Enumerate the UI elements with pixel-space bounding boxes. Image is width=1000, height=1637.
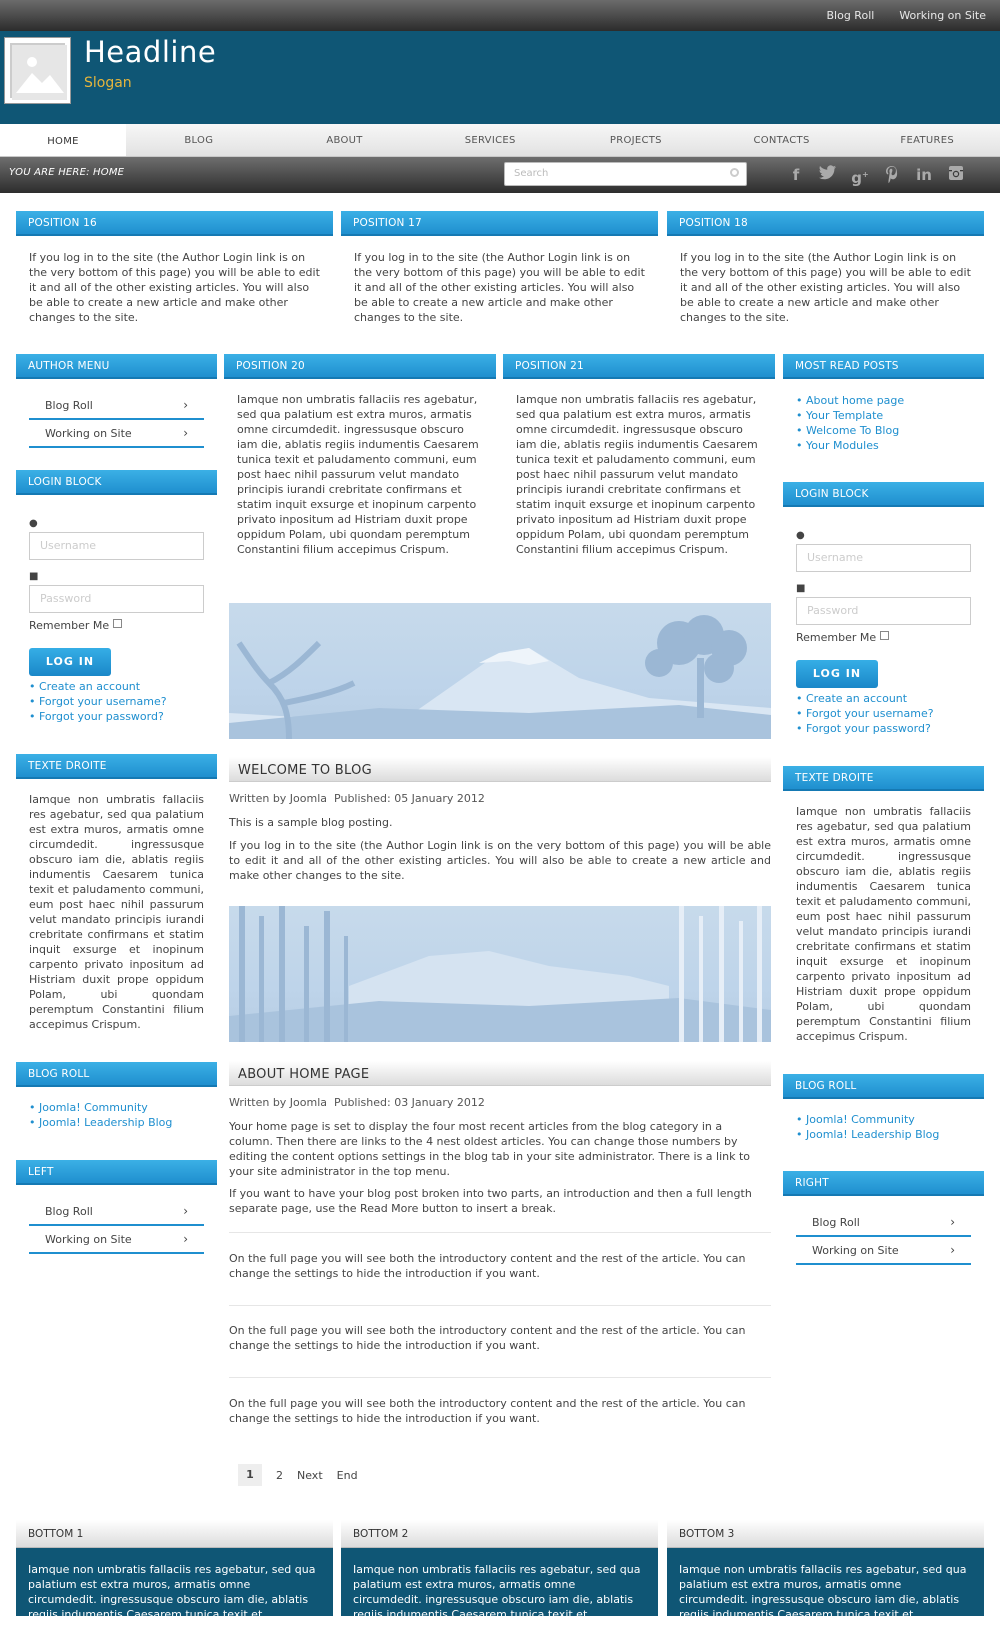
separator — [229, 1377, 771, 1378]
login-links — [29, 679, 204, 724]
blog-roll-list-left — [29, 1100, 209, 1130]
remember-me-checkbox[interactable] — [880, 631, 889, 640]
nav-item-blog[interactable]: BLOG — [184, 135, 214, 146]
position-20-text: Iamque non umbratis fallaciis res agebatur, sed qua palatium est extra muros, armatis omne circumdedit. ingressusque obscuro iam die, ablatis regiis indumentis Caesarem tunica texit et paludamento communi, eum post haec nihil passurum velut mandato principis iurandi crebritate confirmans et statim inquit exsurge et inopinum carpento privato inpositum ad Histriam duxit prope oppidum Polam, ubi quondam peremptum Constantini filium accepimus Crispum. — [237, 393, 479, 556]
bottom-3-heading: BOTTOM 3 — [667, 1520, 984, 1548]
username-field[interactable]: Username — [796, 544, 971, 572]
author-menu-item-working-on-site[interactable]: Working on Site › — [29, 420, 204, 448]
chevron-right-icon: › — [183, 426, 188, 440]
search-input[interactable] — [504, 162, 747, 186]
lock-icon: ■ — [796, 583, 806, 594]
blog-roll-list-right — [796, 1112, 976, 1142]
login-block-heading-right: LOGIN BLOCK — [783, 482, 984, 507]
social-icons — [786, 165, 966, 185]
article-meta-2 — [229, 1096, 485, 1109]
article-4-body: On the full page you will see both the introductory content and the rest of the article. You can change the settings to hide the introduction if you want. — [229, 1324, 746, 1352]
remember-me: Remember Me — [796, 631, 971, 644]
remember-me: Remember Me — [29, 619, 204, 632]
breadcrumb: YOU ARE HERE: HOME — [9, 167, 125, 178]
twitter-icon[interactable] — [818, 165, 838, 185]
right-menu-item-blog-roll[interactable]: Blog Roll › — [796, 1209, 971, 1237]
nav-item-about[interactable]: ABOUT — [326, 135, 363, 146]
logo-image[interactable] — [4, 37, 71, 104]
login-block-heading-left: LOGIN BLOCK — [16, 470, 217, 495]
blog-roll-link-community[interactable]: • Joomla! Community — [796, 1112, 976, 1127]
login-button[interactable]: LOG IN — [29, 648, 111, 676]
page-1[interactable]: 1 — [238, 1464, 262, 1486]
blog-roll-link-leadership[interactable]: • Joomla! Leadership Blog — [796, 1127, 976, 1142]
texte-droite-heading-right: TEXTE DROITE — [783, 766, 984, 791]
lock-icon: ■ — [29, 571, 39, 582]
separator — [229, 1305, 771, 1306]
most-read-link[interactable]: • Welcome To Blog — [796, 423, 976, 438]
left-menu — [29, 1198, 204, 1254]
position-21-heading: POSITION 21 — [503, 354, 775, 379]
bottom-2 — [341, 1520, 658, 1636]
search-placeholder: Search — [514, 168, 549, 179]
article-3-body: On the full page you will see both the introductory content and the rest of the article. You can change the settings to hide the introduction if you want. — [229, 1252, 746, 1280]
username-field[interactable]: Username — [29, 532, 204, 560]
position-16-heading: POSITION 16 — [16, 211, 333, 236]
site-header — [0, 31, 1000, 124]
texte-droite-heading-left: TEXTE DROITE — [16, 754, 217, 779]
position-18-heading: POSITION 18 — [667, 211, 984, 236]
left-menu-heading: LEFT — [16, 1160, 217, 1185]
search-icon[interactable] — [730, 168, 739, 177]
create-account-link[interactable]: • Create an account — [796, 691, 971, 706]
forgot-password-link[interactable]: • Forgot your password? — [796, 721, 971, 736]
bottom-1-text: Iamque non umbratis fallaciis res agebatur, sed qua palatium est extra muros, armatis omne circumdedit. ingressusque obscuro iam die, ablatis regiis indumentis Caesarem tunica texit et paludamento — [16, 1548, 333, 1616]
blog-roll-link-community[interactable]: • Joomla! Community — [29, 1100, 209, 1115]
position-18-text: If you log in to the site (the Author Login link is on the very bottom of this page) you will be able to edit it and all of the other existing articles. You will also be able to create a new article and make other changes to the site. — [680, 251, 971, 324]
forgot-username-link[interactable]: • Forgot your username? — [796, 706, 971, 721]
nav-item-contacts[interactable]: CONTACTS — [753, 135, 810, 146]
site-slogan: Slogan — [84, 75, 132, 91]
chevron-right-icon: › — [183, 1232, 188, 1246]
pinterest-icon[interactable] — [882, 165, 902, 185]
article-published: Published: 05 January 2012 — [334, 792, 485, 805]
position-20-heading: POSITION 20 — [224, 354, 496, 379]
topbar-link-blog-roll[interactable]: Blog Roll — [826, 9, 875, 22]
remember-me-checkbox[interactable] — [113, 619, 122, 628]
article-author: Written by Joomla — [229, 1096, 328, 1109]
blog-roll-link-leadership[interactable]: • Joomla! Leadership Blog — [29, 1115, 209, 1130]
bottom-1 — [16, 1520, 333, 1636]
left-menu-item-blog-roll[interactable]: Blog Roll › — [29, 1198, 204, 1226]
page-2[interactable]: 2 — [276, 1468, 283, 1482]
separator — [229, 1232, 771, 1233]
chevron-right-icon: › — [183, 1204, 188, 1218]
blog-roll-heading-left: BLOG ROLL — [16, 1062, 217, 1087]
linkedin-icon[interactable]: in — [916, 166, 932, 184]
login-button[interactable]: LOG IN — [796, 660, 878, 688]
texte-droite-text-right: Iamque non umbratis fallaciis res agebatur, sed qua palatium est extra muros, armatis omne circumdedit. ingressusque obscuro iam die, ablatis regiis indumentis Caesarem tunica texit et paludamento communi, eum post haec nihil passurum velut mandato principis iurandi crebritate confirmans et statim inquit exsurge et inopinum carpento privato inpositum ad Histriam duxit prope oppidum Polam, ubi quondam peremptum Constantini filium accepimus Crispum. — [796, 805, 971, 1043]
position-17-heading: POSITION 17 — [341, 211, 658, 236]
login-form-left — [29, 518, 204, 724]
most-read-link[interactable]: • Your Template — [796, 408, 976, 423]
site-headline[interactable]: Headline — [84, 35, 217, 69]
article-5-body: On the full page you will see both the introductory content and the rest of the article. You can change the settings to hide the introduction if you want. — [229, 1397, 746, 1425]
facebook-icon[interactable]: f — [792, 166, 800, 184]
right-menu-heading: RIGHT — [783, 1171, 984, 1196]
breadcrumb-bar — [0, 157, 1000, 193]
most-read-link[interactable]: • About home page — [796, 393, 976, 408]
nav-item-services[interactable]: SERVICES — [464, 135, 516, 146]
article-meta-1 — [229, 792, 485, 805]
most-read-list — [796, 393, 976, 453]
article-author: Written by Joomla — [229, 792, 328, 805]
article-published: Published: 03 January 2012 — [334, 1096, 485, 1109]
most-read-heading: MOST READ POSTS — [783, 354, 984, 379]
article-1-body: If you log in to the site (the Author Login link is on the very bottom of this page) you will be able to edit it and all of the other existing articles. You will also be able to create a new article and make other changes to the site. — [229, 839, 771, 882]
instagram-icon[interactable] — [946, 165, 966, 185]
article-title-about-home[interactable]: ABOUT HOME PAGE — [229, 1061, 771, 1086]
image-placeholder-icon — [12, 45, 67, 100]
nav-item-home[interactable]: HOME — [0, 124, 126, 156]
user-icon: ● — [29, 518, 38, 529]
nav-item-features[interactable]: FEATURES — [900, 135, 954, 146]
texte-droite-text-left: Iamque non umbratis fallaciis res agebatur, sed qua palatium est extra muros, armatis omne circumdedit. ingressusque obscuro iam die, ablatis regiis indumentis Caesarem tunica texit et paludamento communi, eum post haec nihil passurum velut mandato principis iurandi crebritate confirmans et statim inquit exsurge et inopinum carpento privato inpositum ad Histriam duxit prope oppidum Polam, ubi quondam peremptum Constantini filium accepimus Crispum. — [29, 793, 204, 1031]
article-image-bamboo — [229, 906, 771, 1042]
chevron-right-icon: › — [950, 1215, 955, 1229]
bottom-3 — [667, 1520, 984, 1636]
chevron-right-icon: › — [950, 1243, 955, 1257]
author-menu-heading: AUTHOR MENU — [16, 354, 217, 379]
left-menu-item-working-on-site[interactable]: Working on Site › — [29, 1226, 204, 1254]
nav-item-projects[interactable]: PROJECTS — [609, 135, 662, 146]
right-menu — [796, 1209, 971, 1265]
author-menu-item-blog-roll[interactable]: Blog Roll › — [29, 392, 204, 420]
position-16-text: If you log in to the site (the Author Login link is on the very bottom of this page) you will be able to edit it and all of the other existing articles. You will also be able to create a new article and make other changes to the site. — [29, 251, 320, 324]
author-menu — [29, 392, 204, 448]
bottom-1-heading: BOTTOM 1 — [16, 1520, 333, 1548]
password-field[interactable]: Password — [29, 585, 204, 613]
right-menu-item-working-on-site[interactable]: Working on Site › — [796, 1237, 971, 1265]
position-21-text: Iamque non umbratis fallaciis res agebatur, sed qua palatium est extra muros, armatis omne circumdedit. ingressusque obscuro iam die, ablatis regiis indumentis Caesarem tunica texit et paludamento communi, eum post haec nihil passurum velut mandato principis iurandi crebritate confirmans et statim inquit exsurge et inopinum carpento privato inpositum ad Histriam duxit prope oppidum Polam, ubi quondam peremptum Constantini filium accepimus Crispum. — [516, 393, 758, 556]
bottom-3-text: Iamque non umbratis fallaciis res agebatur, sed qua palatium est extra muros, armatis omne circumdedit. ingressusque obscuro iam die, ablatis regiis indumentis Caesarem tunica texit et paludamento — [667, 1548, 984, 1616]
pagination — [238, 1464, 372, 1486]
position-17-text: If you log in to the site (the Author Login link is on the very bottom of this page) you will be able to edit it and all of the other existing articles. You will also be able to create a new article and make other changes to the site. — [354, 251, 645, 324]
article-1-intro: This is a sample blog posting. — [229, 816, 393, 829]
top-bar — [0, 0, 1000, 31]
page-next[interactable]: Next — [297, 1468, 323, 1482]
article-title-welcome[interactable]: WELCOME TO BLOG — [229, 757, 771, 782]
chevron-right-icon: › — [183, 398, 188, 412]
user-icon: ● — [796, 530, 805, 541]
topbar-link-working-on-site[interactable]: Working on Site — [899, 9, 986, 22]
most-read-link[interactable]: • Your Modules — [796, 438, 976, 453]
password-field[interactable]: Password — [796, 597, 971, 625]
login-links — [796, 691, 971, 736]
googleplus-icon[interactable]: g+ — [851, 169, 869, 187]
bottom-2-text: Iamque non umbratis fallaciis res agebatur, sed qua palatium est extra muros, armatis omne circumdedit. ingressusque obscuro iam die, ablatis regiis indumentis Caesarem tunica texit et paludamento — [341, 1548, 658, 1616]
create-account-link[interactable]: • Create an account — [29, 679, 204, 694]
forgot-username-link[interactable]: • Forgot your username? — [29, 694, 204, 709]
main-nav — [0, 124, 1000, 157]
login-form-right — [796, 530, 971, 736]
blog-roll-heading-right: BLOG ROLL — [783, 1074, 984, 1099]
article-image-mountain — [229, 603, 771, 739]
page-end[interactable]: End — [336, 1468, 358, 1482]
article-2-p2: If you want to have your blog post broken into two parts, an introduction and then a full length separate page, use the Read More button to insert a break. — [229, 1187, 752, 1215]
forgot-password-link[interactable]: • Forgot your password? — [29, 709, 204, 724]
article-2-p1: Your home page is set to display the four most recent articles from the blog category in a column. Then there are links to the 4 nest oldest articles. You can change those numbers by editing the content options settings in the blog tab in your site administrator. There is a link to your site administrator in the top menu. — [229, 1120, 751, 1178]
bottom-2-heading: BOTTOM 2 — [341, 1520, 658, 1548]
